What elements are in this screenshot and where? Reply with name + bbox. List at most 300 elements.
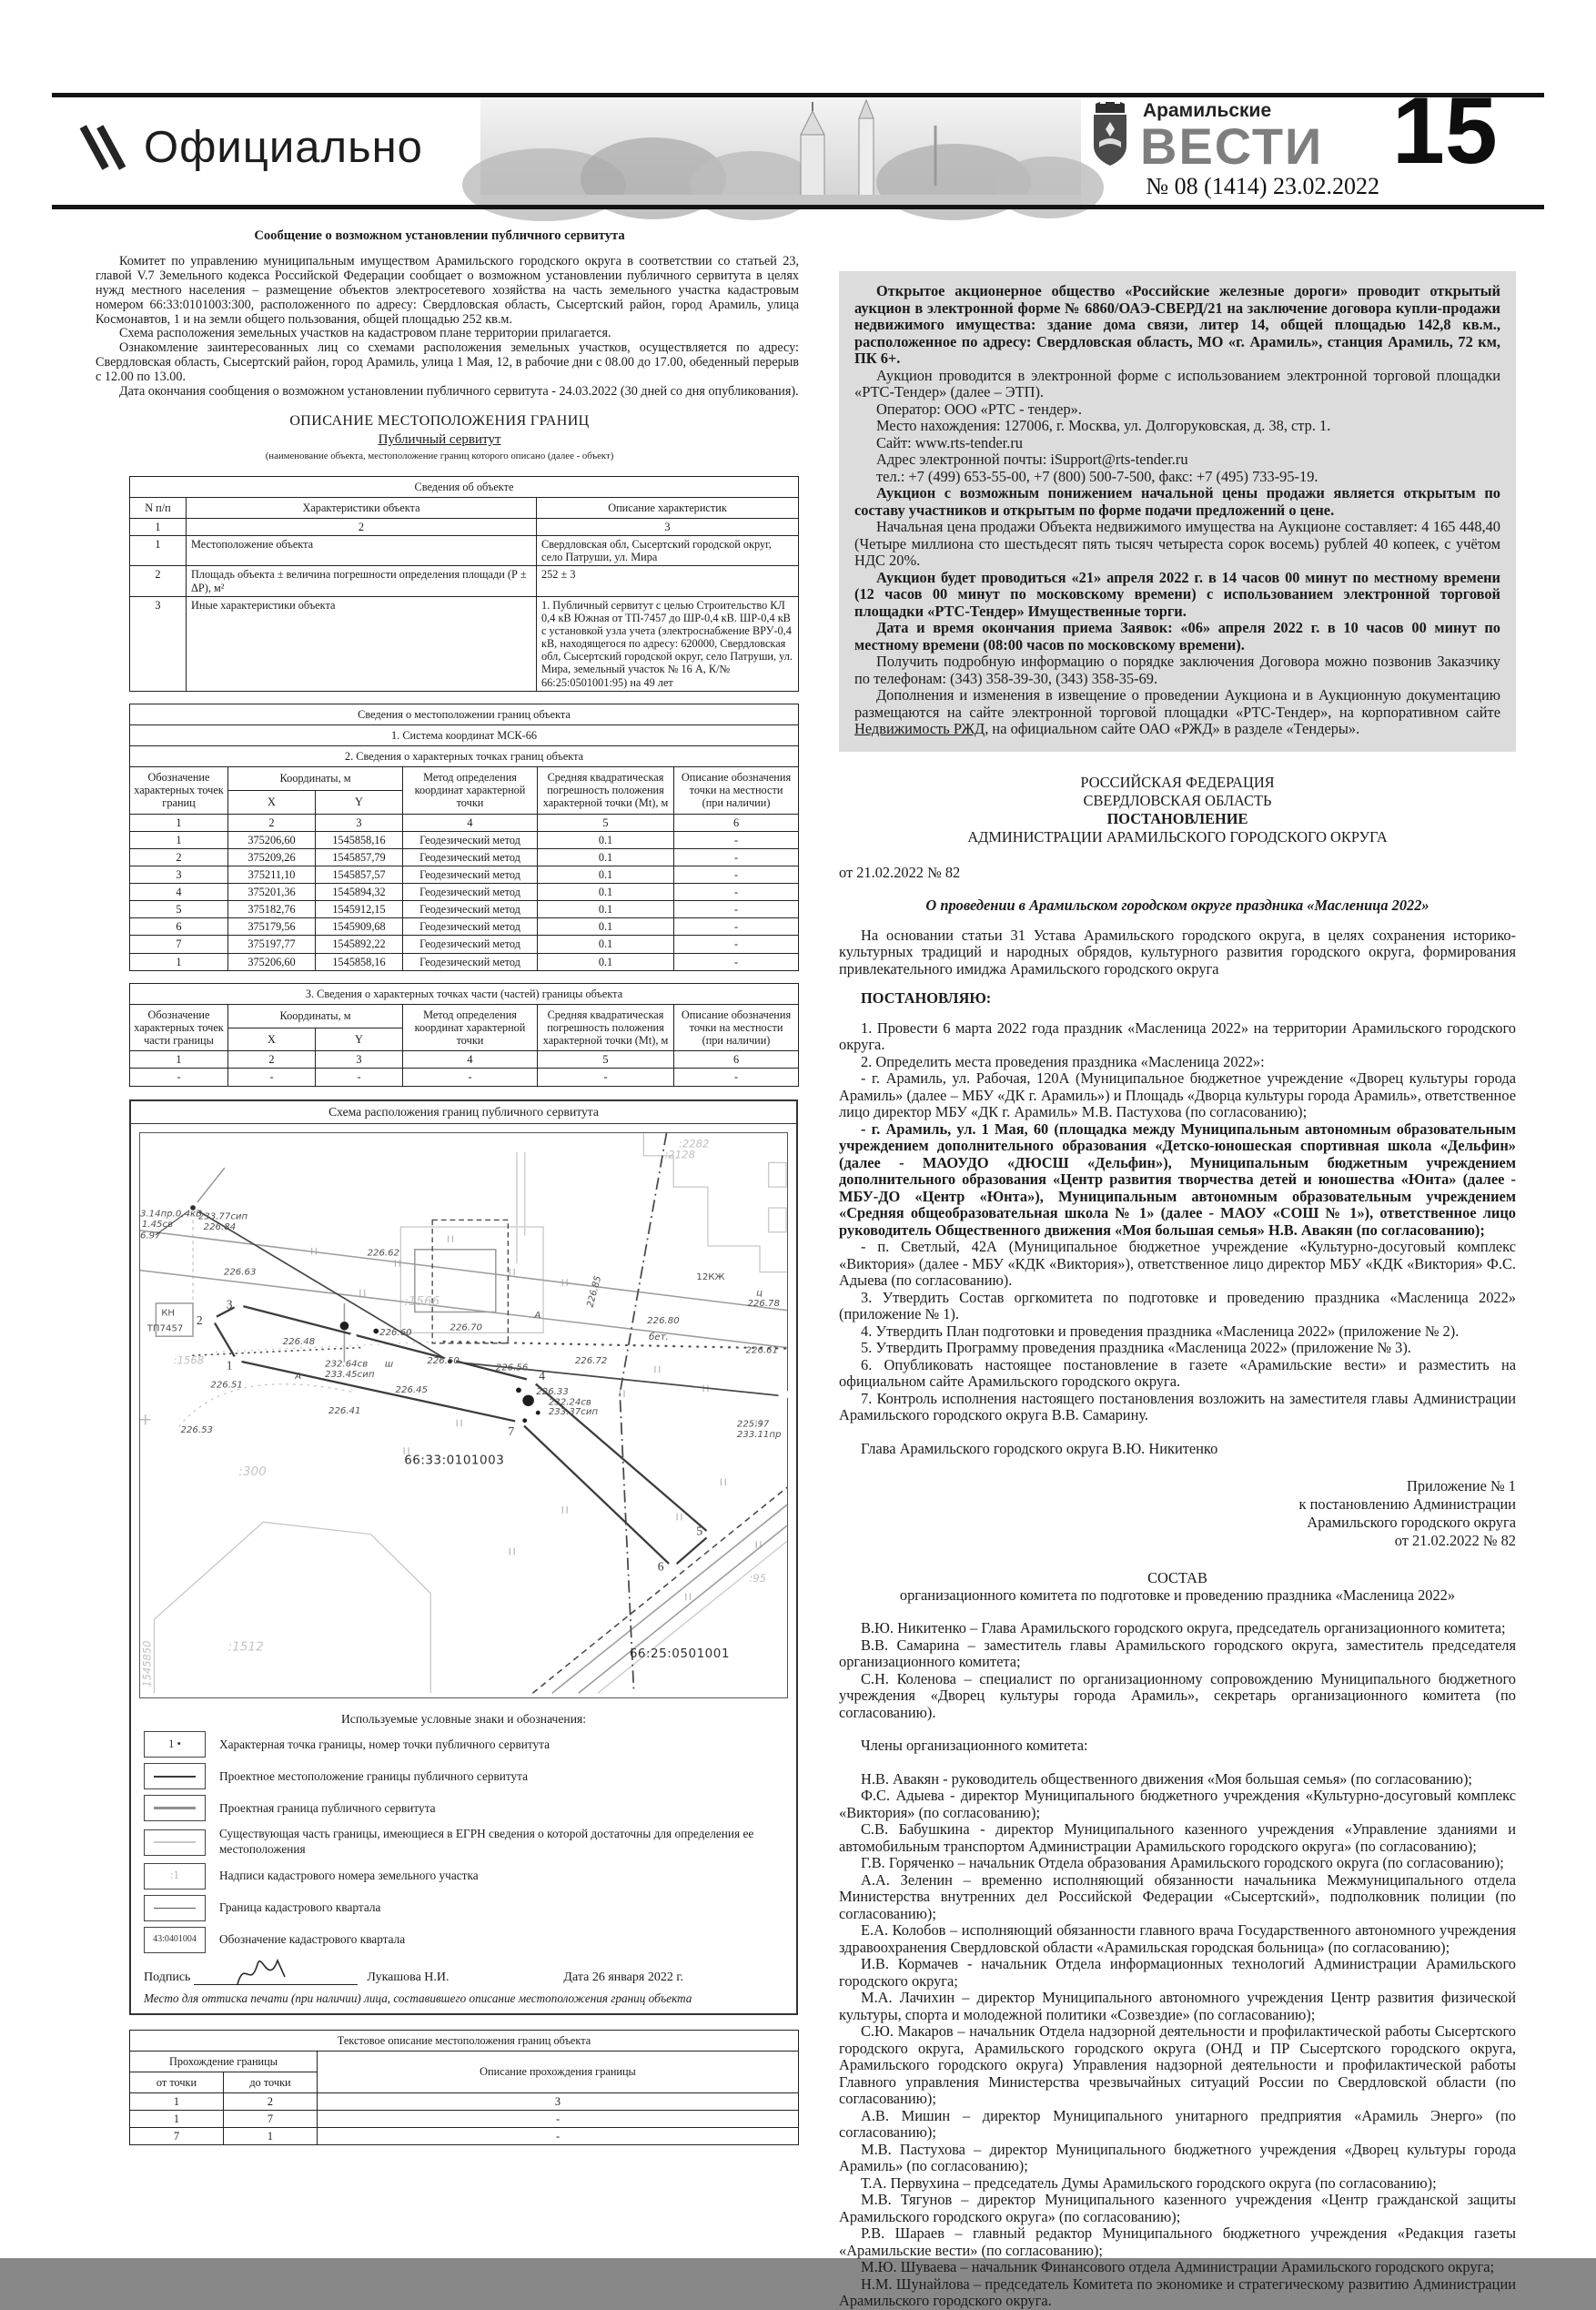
projected-boundary-line-symbol	[144, 1795, 206, 1821]
col-header: Описание характеристик	[537, 497, 799, 518]
col-header-y: Y	[316, 790, 403, 814]
committee-leader: В.В. Самарина – заместитель главы Арамильского городского округа, заместитель председателя организационного комитета;	[839, 1636, 1516, 1670]
y-coordinate: 1545892,22	[316, 936, 403, 953]
doc-type: ПОСТАНОВЛЕНИЕ	[1106, 809, 1248, 827]
error: 0.1	[538, 848, 674, 866]
error: 0.1	[538, 831, 674, 848]
auction-paragraph: Получить подробную информацию о порядке заключения Договора можно позвонив Заказчику по телефонам: (343) 358-39-30, (343) 358-35-69.	[854, 653, 1500, 687]
masthead-photo	[480, 98, 1081, 206]
col-group-header: Прохождение границы	[130, 2051, 318, 2072]
notice-paragraph: Схема расположения земельных участков на кадастровом плане территории прилагается.	[119, 326, 611, 341]
y-coordinate: 1545857,57	[316, 866, 403, 883]
resolution-item: 4. Утвердить План подготовки и проведения праздника «Масленица 2022» (приложение № 2).	[861, 1322, 1460, 1340]
cell: Площадь объекта ± величина погрешности определения площади (Р ± ΔР), м²	[187, 566, 537, 596]
point-number: 3	[226, 1297, 233, 1312]
table-subtitle: 2. Сведения о характерных точках границ объекта	[130, 745, 799, 766]
map-label: 226.72	[574, 1355, 608, 1366]
point-number: 1	[226, 1358, 233, 1372]
x-coordinate: 375201,36	[228, 884, 316, 901]
cell: Свердловская обл, Сысертский городской округ, село Патруши, ул. Мира	[537, 536, 799, 566]
legend-text: Характерная точка границы, номер точки публичного сервитута	[219, 1737, 551, 1751]
auction-paragraph	[854, 687, 1500, 738]
stamp-note: Место для оттиска печати (при наличии) лица, составившего описание местоположения границ объекта	[144, 1991, 692, 2005]
map-label: бет.	[649, 1332, 669, 1342]
numbering-cell: 3	[537, 518, 799, 535]
col-header: N п/п	[130, 497, 187, 518]
col-header-x: X	[228, 1028, 316, 1051]
table-row	[130, 536, 799, 566]
numbering-cell: 1	[130, 1051, 228, 1069]
coordinate-row	[130, 901, 799, 918]
resolution-item: 2. Определить места проведения праздника «Масленица 2022»:	[861, 1052, 1265, 1070]
projected-location-line-symbol	[144, 1763, 206, 1789]
numbering-cell: 3	[316, 814, 403, 831]
y-coordinate: 1545912,15	[316, 901, 403, 918]
point-number: 6	[657, 1559, 664, 1574]
numbering-row	[130, 814, 799, 831]
numbering-cell: 6	[674, 1051, 799, 1069]
newspaper-name: ВЕСТИ	[1140, 117, 1324, 175]
cell: -	[403, 1069, 538, 1086]
auction-paragraph: Сайт: www.rts-tender.ru	[876, 433, 1023, 451]
top-rule	[52, 93, 1544, 97]
map-label: 226.63	[223, 1267, 257, 1277]
y-coordinate: 1545857,79	[316, 848, 403, 866]
point-description: -	[674, 936, 799, 953]
cell: 252 ± 3	[537, 566, 799, 596]
numbering-cell: 4	[403, 814, 538, 831]
appendix-line: Приложение № 1	[1406, 1477, 1516, 1494]
appendix-line: к постановлению Администрации	[1298, 1495, 1516, 1513]
cadastral-quarter-number: 66:25:0501001	[629, 1646, 730, 1661]
table-title: 3. Сведения о характерных точках части (частей) границы объекта	[130, 983, 799, 1004]
map-label: 233.77сип	[197, 1211, 248, 1221]
committee-member: М.Ю. Шуваева – начальник Финансового отдела Администрации Арамильского городского округа;	[861, 2258, 1495, 2275]
map-dotted-lines	[193, 1341, 785, 1354]
from-point: 7	[130, 2128, 224, 2145]
committee-member: Н.В. Авакян - руководитель общественного движения «Моя большая семья» (по согласованию);	[861, 1769, 1472, 1788]
right-column	[839, 271, 1516, 2310]
quarter-boundary-line-symbol	[144, 1895, 206, 1921]
resolution-preamble: На основании статьи 31 Устава Арамильского городского округа, в целях сохранения историко-культурных традиций и народных обрядов, культурного развития городского округа, формирования привлекательного имиджа Арамильского городского округа	[839, 926, 1516, 978]
method: Геодезический метод	[403, 848, 538, 866]
committee-leader: В.Ю. Никитенко – Глава Арамильского городского округа, председатель организационного комитета;	[861, 1619, 1506, 1636]
map-label: 226.61	[745, 1344, 779, 1355]
error: 0.1	[538, 953, 674, 970]
cell: 3	[130, 596, 187, 691]
existing-boundary-line-symbol	[144, 1829, 206, 1856]
committee-member: А.А. Зеленин – временно исполняющий обязанности начальника Межмуниципального отдела Министерства внутренних дел Российской Федерации «Сысертский», подполковник полиции (по согласованию);	[839, 1870, 1516, 1922]
committee-leader: С.Н. Коленова – специалист по организационному сопровождению Муниципального бюджетного учреждения «Дворец культуры города Арамиль», секретарь организационного комитета (по согласованию).	[839, 1669, 1516, 1721]
legend-text: Обозначение кадастрового квартала	[219, 1931, 406, 1946]
coordinate-row	[130, 953, 799, 970]
auction-paragraph: Оператор: ООО «РТС - тендер».	[876, 400, 1082, 418]
auction-paragraph: Аукцион проводится в электронной форме с использованием электронной торговой площадки «РТС-Тендер» (далее – ЭТП).	[854, 366, 1500, 400]
parcel-number: :1568	[173, 1353, 205, 1367]
map-label: 226.41	[328, 1405, 361, 1416]
numbering-cell: 1	[130, 518, 187, 535]
auction-paragraph: Дата и время окончания приема Заявок: «06» апреля 2022 г. в 10 часов 00 минут по местному времени (08:00 часов по московскому времени).	[854, 619, 1500, 653]
boundary-points-table	[129, 704, 799, 971]
committee-member: Р.В. Шараев – главный редактор Муниципального бюджетного учреждения «Редакция газеты «Арамильские вести» (по согласованию);	[839, 2224, 1516, 2259]
col-header: Метод определения координат характерной точки	[403, 767, 538, 814]
legend	[131, 1707, 796, 1953]
resolution-item: 6. Опубликовать настоящее постановление в газете «Арамильские вести» и разместить на официальном сайте Арамильского городского округа.	[839, 1355, 1516, 1390]
error: 0.1	[538, 901, 674, 918]
boundary-description: -	[318, 2111, 799, 2128]
numbering-cell: 2	[187, 518, 537, 535]
committee-member: Г.В. Горяченко – начальник Отдела образования Арамильского городского округа (по согласованию);	[861, 1854, 1504, 1871]
numbering-cell: 2	[228, 814, 316, 831]
coordinate-row	[130, 848, 799, 866]
point-description: -	[674, 884, 799, 901]
numbering-cell: 3	[318, 2092, 799, 2110]
map-label: А	[534, 1310, 541, 1321]
object-name: Публичный сервитут	[378, 431, 501, 447]
map-label: 226.80	[647, 1315, 680, 1326]
numbering-cell: 6	[674, 814, 799, 831]
point-description: -	[674, 918, 799, 936]
committee-member: М.В. Тягунов – директор Муниципального казенного учреждения «Центр гражданской защиты Арамильского городского округа» (по согласованию);	[839, 2191, 1516, 2225]
left-column	[80, 226, 799, 2145]
text-description-table	[129, 2030, 799, 2146]
error: 0.1	[538, 918, 674, 936]
resolution-item: 1. Провести 6 марта 2022 года праздник «Масленица 2022» на территории Арамильского городского округа.	[839, 1018, 1516, 1053]
y-coordinate: 1545909,68	[316, 918, 403, 936]
map-label: 3.14пр.0,4кВ	[140, 1209, 203, 1220]
map-label: 226.53	[180, 1424, 214, 1435]
parcel-number: :1512	[227, 1640, 264, 1654]
auction-paragraph: Место нахождения: 127006, г. Москва, ул. Долгоруковская, д. 38, стр. 1.	[876, 417, 1331, 434]
x-coordinate: 375206,60	[228, 831, 316, 848]
error: 0.1	[538, 936, 674, 953]
object-note: (наименование объекта, местоположение границ которого описано (далее - объект)	[265, 450, 614, 461]
map-label: 226.56	[495, 1362, 529, 1373]
cell: Иные характеристики объекта	[187, 596, 537, 691]
table-title: Сведения о местоположении границ объекта	[130, 704, 799, 724]
point-symbol: 1 •	[144, 1731, 206, 1758]
method: Геодезический метод	[403, 831, 538, 848]
committee-member: М.В. Пастухова – директор Муниципального бюджетного учреждения «Дворец культуры города Арамиль» (по согласованию);	[839, 2140, 1516, 2174]
notice-paragraph: Комитет по управлению муниципальным имуществом Арамильского городского округа в соответствии со статьей 23, главой V.7 Земельного кодекса Российской Федерации сообщает о возможном установлении публичного сервитута в целях нужд местного населения – размещение объектов электросетевого хозяйства на часть земельного участка кадастровым номером 66:33:0101003:300, расположенного по адресу: Свердловская область, Сысертский район, город Арамиль, улица Космонавтов, 1 и на земли общего пользования, общей площадью 252 кв.м.	[96, 253, 799, 327]
auction-paragraph: Начальная цена продажи Объекта недвижимого имущества на Аукционе составляет: 4 165 448,40 (Четыре миллиона сто шестьдесят пять тысяч четыреста сорок восемь) рублей 40 копеек, с учётом НДС 20%.	[854, 518, 1500, 569]
x-coordinate: 375211,10	[228, 866, 316, 883]
y-coordinate: 1545858,16	[316, 831, 403, 848]
col-header: Обозначение характерных точек части границы	[130, 1004, 228, 1050]
map-label: 232.24св	[548, 1397, 591, 1408]
signature-row	[131, 1959, 796, 1987]
committee-member: С.Ю. Макаров – начальник Отдела надзорной деятельности и профилактической работы Сысертского городского округа, Арамильского городского округа (ОНД и ПР Сысертского городского округа, Арамильского городского округа) Управления надзорной деятельности и профилактической работы Главного управления Министерства чрезвычайных ситуаций России по Свердловской области (по согласованию);	[839, 2022, 1516, 2107]
appendix-line: Арамильского городского округа	[1307, 1514, 1516, 1531]
map-label: 226.50	[427, 1355, 460, 1366]
col-header: Средняя квадратическая погрешность положения характерной точки (Мt), м	[538, 1004, 674, 1050]
numbering-cell: 2	[228, 1051, 316, 1069]
committee-subtitle: организационного комитета по подготовке и проведению праздника «Масленица 2022»	[899, 1586, 1456, 1604]
signature-label: Подпись	[144, 1970, 191, 1984]
issue-line: № 08 (1414) 23.02.2022	[1146, 173, 1379, 199]
cell: 1. Публичный сервитут с целью Строительство КЛ 0,4 кВ Южная от ТП-7457 до ШР-0,4 кВ. ШР-0,4 кВ с установкой узла учета (электроснабжение ВРУ-0,4 кВ, находящегося по адресу: 620000, Свердловская обл, Сысертский городской округ, село Патруши, ул. Мира, земельный участок № 16 А, К/№ 66:25:0501001:95) на 49 лет	[537, 596, 799, 691]
col-header-y: Y	[316, 1028, 403, 1051]
notice-body	[80, 255, 799, 400]
point-number: 1	[130, 953, 228, 970]
legend-text: Граница кадастрового квартала	[219, 1900, 381, 1914]
map-label: 226.33	[536, 1386, 569, 1397]
signature-handwriting	[194, 1968, 358, 1985]
point-number: 7	[508, 1423, 515, 1438]
col-header: Координаты, м	[228, 1004, 403, 1028]
map-label: 233.37сип	[548, 1406, 599, 1417]
col-header: Описание прохождения границы	[318, 2051, 799, 2092]
resolution-item: - г. Арамиль, ул. 1 Мая, 60 (площадка между Муниципальным автономным образовательным учреждением дополнительного образования «Детско-юношеская спортивная школа «Дельфин» (далее - МАОУДО «ДЮСШ «Дельфин»), Муниципальным бюджетным учреждением дополнительного образования «Центр развития творчества детей и юношества «Юнта» (далее - МБУ-ДО «Центр «Юнта»), Муниципальным автономным образовательным учреждением «Средняя общеобразовательная школа № 1» (далее - МАОУ «СОШ № 1»), ответственное лицо руководитель Общественного движения «Моя большая семья» Н.В. Авакян (по согласованию);	[839, 1120, 1516, 1239]
point-number: 2	[196, 1312, 203, 1327]
resolution-item: - п. Светлый, 42А (Муниципальное бюджетное учреждение «Культурно-досуговый комплекс «Виктория» (далее - МБУ «КДК «Виктория»), ответственное лицо директор МБУ «КДК «Виктория» Ф.С. Адыева (по согласованию).	[839, 1238, 1516, 1289]
point-number: 7	[130, 936, 228, 953]
map-label: КН	[161, 1307, 176, 1318]
map-label: 1.45св	[141, 1219, 174, 1230]
committee-member: Е.А. Колобов – исполняющий обязанности главного врача Государственного автономного учреждения здравоохранения Свердловской области «Арамильская городская больница» (по согласованию);	[839, 1921, 1516, 1956]
committee-member: Т.А. Первухина – председатель Думы Арамильского городского округа (по согласованию);	[861, 2173, 1437, 2192]
cell: -	[130, 1069, 228, 1086]
to-point: 1	[224, 2128, 318, 2145]
numbering-cell: 4	[403, 1051, 538, 1069]
cell: -	[674, 1069, 799, 1086]
page-number: 15	[1392, 78, 1498, 184]
point-number: 5	[130, 901, 228, 918]
auction-text: Дополнения и изменения в извещение о проведении Аукциона и в Аукционную документацию размещаются на сайте электронной торговой площадки «РТС-Тендер», на корпоративном сайте	[854, 686, 1500, 721]
auction-paragraph: Открытое акционерное общество «Российские железные дороги» проводит открытый аукцион в электронной форме № 6860/ОАЭ-СВЕРД/21 на заключение договора купли-продажи недвижимого имущества: здание дома связи, литер 14, общей площадью 142,8 кв.м., расположенное по адресу: Свердловская область, МО «г. Арамиль», станция Арамиль, 72 км, ПК 6+.	[854, 282, 1500, 367]
committee-member: А.В. Мишин – директор Муниципального унитарного предприятия «Арамиль Энерго» (по согласованию);	[839, 2106, 1516, 2141]
auction-paragraph: тел.: +7 (499) 653-55-00, +7 (800) 500-7-500, факс: +7 (495) 733-95-19.	[876, 467, 1318, 485]
map-label: 233.11пр	[736, 1429, 782, 1440]
boundary-part-table	[129, 983, 799, 1087]
legend-text: Существующая часть границы, имеющиеся в ЕГРН сведения о которой достаточны для определения ее местоположения	[219, 1827, 754, 1857]
map-label: 226.70	[450, 1322, 483, 1333]
cell: -	[228, 1069, 316, 1086]
map-label: 226.48	[282, 1336, 316, 1347]
resolution-subject: О проведении в Арамильском городском округе праздника «Масленица 2022»	[925, 897, 1429, 914]
scheme-title: Схема расположения границ публичного сервитута	[131, 1101, 796, 1124]
col-header: от точки	[130, 2072, 224, 2092]
y-coordinate: 1545894,32	[316, 884, 403, 901]
col-header: Средняя квадратическая погрешность положения характерной точки (Мt), м	[538, 767, 674, 814]
signature-date: Дата 26 января 2022 г.	[563, 1970, 683, 1984]
point-number: 4	[539, 1368, 545, 1383]
legend-item	[144, 1863, 783, 1890]
method: Геодезический метод	[403, 866, 538, 883]
town-photo-illustration	[480, 98, 1081, 206]
map-label: 226.85	[585, 1274, 604, 1309]
coordinate-row	[130, 831, 799, 848]
resolution-item: 3. Утвердить Состав оргкомитета по подготовке и проведению праздника «Масленица 2022» (приложение № 1).	[839, 1288, 1516, 1322]
section-title: Официально	[144, 123, 423, 172]
col-header: Описание обозначения точки на местности (при наличии)	[674, 1004, 799, 1050]
legend-item	[144, 1827, 783, 1857]
city-crest-icon	[1086, 102, 1134, 169]
map-label: ТП7457	[146, 1323, 184, 1333]
numbering-row	[130, 1051, 799, 1069]
point-number: 3	[130, 866, 228, 883]
point-description: -	[674, 953, 799, 970]
auction-paragraph: Аукцион с возможным понижением начальной цены продажи является открытым по составу участников и открытым по форме подачи предложений о цене.	[854, 484, 1500, 519]
map-label: 226.51	[210, 1380, 243, 1390]
map-road-lines	[140, 1168, 787, 1693]
map-label: 226.45	[395, 1384, 429, 1395]
cell: 2	[130, 566, 187, 596]
col-header: Описание обозначения точки на местности (при наличии)	[674, 767, 799, 814]
resolution-date-number: от 21.02.2022 № 82	[839, 863, 961, 881]
resolution-items	[839, 1020, 1516, 1424]
coordinate-row	[130, 884, 799, 901]
to-point: 7	[224, 2111, 318, 2128]
map-label: А	[295, 1371, 302, 1382]
committee-member: М.А. Лачихин – директор Муниципального автономного учреждения Центр развития физической культуры, спорта и молодежной политики «Созвездие» (по согласованию);	[839, 1989, 1516, 2023]
cell: -	[316, 1069, 403, 1086]
numbering-row	[130, 2092, 799, 2110]
method: Геодезический метод	[403, 901, 538, 918]
legend-item	[144, 1795, 783, 1821]
resolution-header	[839, 774, 1516, 846]
cadastral-map	[139, 1132, 788, 1698]
parcel-number: :1566	[404, 1294, 440, 1309]
col-header: Метод определения координат характерной точки	[403, 1004, 538, 1050]
building-label: 12КЖ	[696, 1272, 725, 1282]
committee-member: Н.М. Шунайлова – председатель Комитета по экономике и стратегическому развитию Администрации Арамильского городского округа.	[839, 2275, 1516, 2309]
header-rule	[52, 205, 1544, 209]
numbering-cell: 3	[316, 1051, 403, 1069]
col-header: Обозначение характерных точек границ	[130, 767, 228, 814]
legend-item	[144, 1927, 783, 1953]
point-description: -	[674, 866, 799, 883]
from-point: 1	[130, 2111, 224, 2128]
map-label: ц	[756, 1287, 763, 1298]
committee-leaders	[839, 1620, 1516, 1721]
x-coordinate: 375206,60	[228, 953, 316, 970]
point-description: -	[674, 901, 799, 918]
committee-title: СОСТАВ	[1147, 1569, 1207, 1586]
map-label: 226.78	[747, 1298, 780, 1309]
committee-members	[839, 1771, 1516, 2310]
auction-notice-panel	[839, 271, 1516, 752]
appendix-line: от 21.02.2022 № 82	[1394, 1532, 1516, 1549]
legend-text: Надписи кадастрового номера земельного участка	[219, 1868, 479, 1882]
point-number: 4	[130, 884, 228, 901]
cell: -	[538, 1069, 674, 1086]
map-label: 225.97	[736, 1418, 770, 1429]
map-label: 232.64св	[325, 1359, 369, 1370]
table-title: Текстовое описание местоположения границ объекта	[130, 2030, 799, 2051]
resolution-item: 5. Утвердить Программу проведения праздника «Масленица 2022» (приложение № 3).	[861, 1339, 1411, 1356]
table-row	[130, 1069, 799, 1086]
parcel-number: :300	[238, 1464, 267, 1479]
map-label: 233.45сип	[325, 1369, 375, 1380]
parcel-number: :2128	[664, 1148, 695, 1161]
legend-text: Проектное местоположение границы публичного сервитута	[219, 1768, 529, 1783]
members-heading: Члены организационного комитета:	[861, 1737, 1088, 1754]
map-label: 226.60	[379, 1327, 412, 1338]
newspaper-name-small: Арамильские	[1143, 100, 1272, 121]
point-description: -	[674, 831, 799, 848]
committee-member: С.В. Бабушкина - директор Муниципального казенного учреждения «Управление зданиями и автомобильным транспортом Администрации Арамильского городского округа» (по согласованию);	[839, 1820, 1516, 1855]
authority-line: АДМИНИСТРАЦИИ АРАМИЛЬСКОГО ГОРОДСКОГО ОКРУГА	[967, 827, 1388, 846]
region-line: СВЕРДЛОВСКАЯ ОБЛАСТЬ	[1083, 791, 1272, 809]
cell: 1	[130, 536, 187, 566]
coord-system: 1. Система координат МСК-66	[130, 724, 799, 745]
numbering-row	[130, 518, 799, 535]
method: Геодезический метод	[403, 918, 538, 936]
y-coordinate: 1545858,16	[316, 953, 403, 970]
auction-paragraph: Аукцион будет проводиться «21» апреля 2022 г. в 14 часов 00 минут по местному времени (12 часов 00 минут по московскому времени) с использованием электронной торговой площадки «РТС-Тендер» Имущественные торги.	[854, 568, 1500, 620]
table-row	[130, 566, 799, 596]
signer-name: Лукашова Н.И.	[367, 1970, 450, 1984]
x-coordinate: 375182,76	[228, 901, 316, 918]
x-coordinate: 375197,77	[228, 936, 316, 953]
numbering-cell: 1	[130, 814, 228, 831]
country-line: РОССИЙСКАЯ ФЕДЕРАЦИЯ	[1080, 773, 1275, 791]
map-tick-marks	[312, 1235, 761, 1600]
map-label: 226.84	[203, 1221, 237, 1232]
committee-member: Ф.С. Адыева - директор Муниципального бюджетного учреждения «Культурно-досуговый комплекс «Виктория» (по согласованию);	[839, 1787, 1516, 1821]
numbering-cell: 5	[538, 814, 674, 831]
x-coordinate: 375209,26	[228, 848, 316, 866]
boundary-description: -	[318, 2128, 799, 2145]
resolution-signature: Глава Арамильского городского округа В.Ю. Никитенко	[861, 1439, 1218, 1457]
cell: Местоположение объекта	[187, 536, 537, 566]
method: Геодезический метод	[403, 884, 538, 901]
cadastral-quarter-number: 66:33:0101003	[404, 1454, 505, 1467]
numbering-cell: 5	[538, 1051, 674, 1069]
parcel-number: :95	[749, 1571, 767, 1585]
coordinate-row	[130, 918, 799, 936]
method: Геодезический метод	[403, 936, 538, 953]
method: Геодезический метод	[403, 953, 538, 970]
resolution-item: 7. Контроль исполнения настоящего постановления возложить на заместителя главы Администрации Арамильского городского округа В.В. Самарину.	[839, 1389, 1516, 1423]
auction-paragraph: Адрес электронной почты: iSupport@rts-tender.ru	[876, 451, 1188, 468]
col-header: до точки	[224, 2072, 318, 2092]
numbering-cell: 2	[224, 2092, 318, 2110]
section-header	[76, 119, 423, 176]
point-number: 2	[130, 848, 228, 866]
auction-text: , на официальном сайте ОАО «РЖД» в разделе «Тендеры».	[985, 720, 1360, 737]
committee-member: И.В. Кормачев - начальник Отдела информационных технологий Администрации Арамильского городского округа;	[839, 1955, 1516, 1990]
x-coordinate: 375179,56	[228, 918, 316, 936]
legend-item	[144, 1895, 783, 1921]
col-header: Характеристики объекта	[187, 497, 537, 518]
table-row	[130, 2111, 799, 2128]
col-header: Координаты, м	[228, 767, 403, 791]
point-number: 1	[130, 831, 228, 848]
error: 0.1	[538, 884, 674, 901]
parcel-number-symbol: :1	[144, 1863, 206, 1890]
scheme-box	[129, 1099, 798, 2015]
notice-title: Сообщение о возможном установлении публичного сервитута	[254, 228, 625, 243]
col-header-x: X	[228, 790, 316, 814]
point-number: 5	[696, 1524, 703, 1538]
legend-item	[144, 1731, 783, 1758]
notice-paragraph: Ознакомление заинтересованных лиц со схемами расположения земельных участков, осуществляется по адресу: Свердловская область, Сысертский район, город Арамиль, улица 1 Мая, 12, в рабочие дни с 08.00 до 17.00, обеденный перерыв с 12.00 по 13.00.	[96, 340, 799, 385]
description-heading: ОПИСАНИЕ МЕСТОПОЛОЖЕНИЯ ГРАНИЦ	[289, 412, 590, 429]
coordinate-row	[130, 936, 799, 953]
rzd-site-link: Недвижимость РЖД	[854, 720, 985, 737]
legend-item	[144, 1763, 783, 1789]
error: 0.1	[538, 866, 674, 883]
numbering-cell: 1	[130, 2092, 224, 2110]
table-row	[130, 596, 799, 691]
double-slash-icon	[76, 119, 131, 176]
point-description: -	[674, 848, 799, 866]
notice-paragraph: Дата окончания сообщения о возможном установлении публичного сервитута - 24.03.2022 (30 дней со дня опубликования).	[119, 384, 799, 400]
table-title: Сведения об объекте	[130, 476, 799, 497]
resolution-item: - г. Арамиль, ул. Рабочая, 120А (Муниципальное бюджетное учреждение «Дворец культуры города Арамиль» (далее – МБУ «ДК г. Арамиль») и Площадь «Дворца культуры города Арамиль», ответственное лицо директор МБУ «ДК г. Арамиль» М.В. Пастухова (по согласованию);	[839, 1069, 1516, 1120]
